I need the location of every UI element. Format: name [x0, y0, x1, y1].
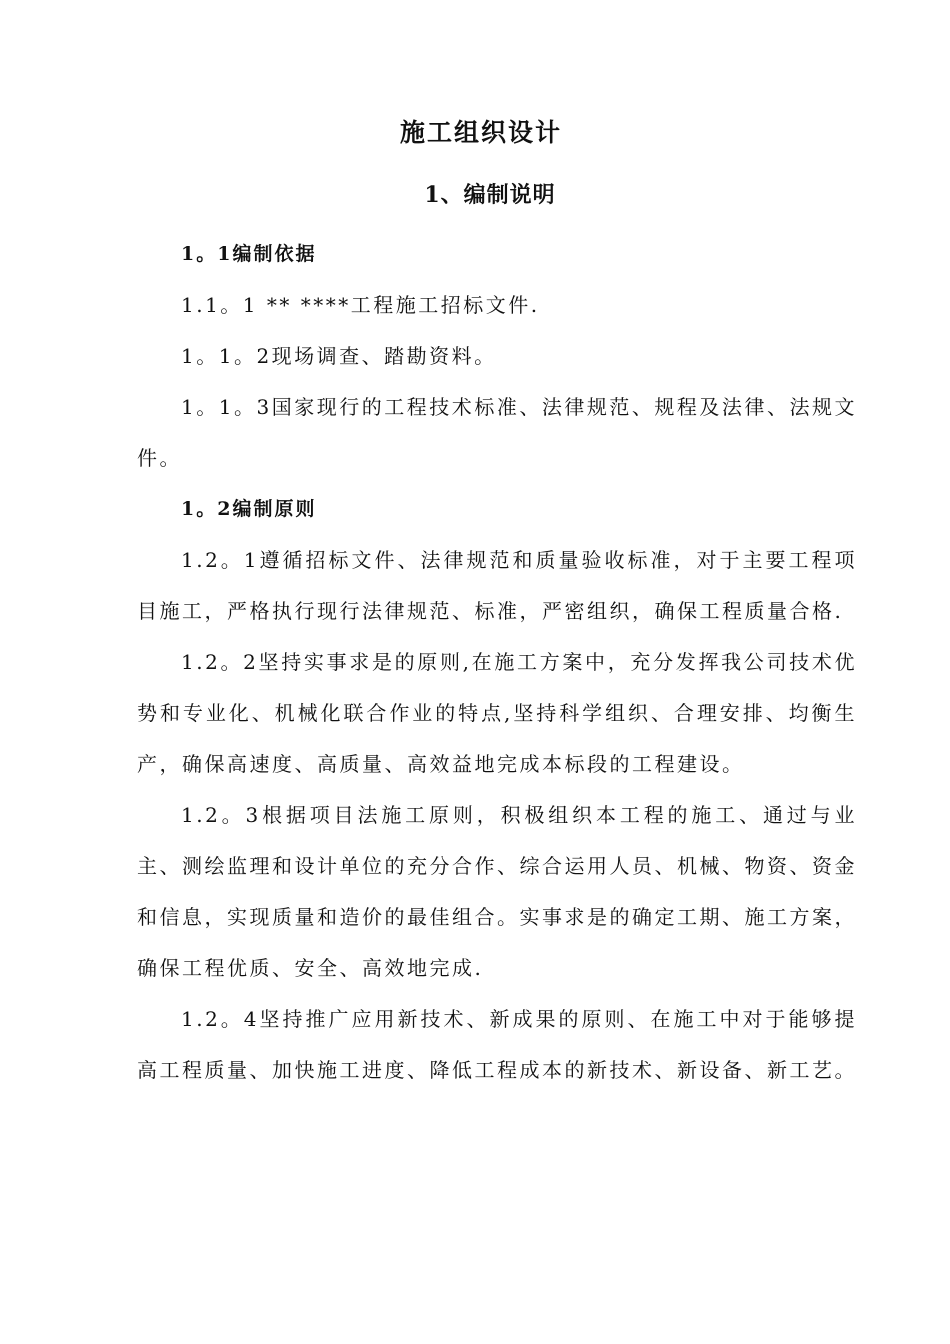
- paragraph-1-2-4: 1.2。4坚持推广应用新技术、新成果的原则、在施工中对于能够提高工程质量、加快施工进度、降低工程成本的新技术、新设备、新工艺。: [137, 1007, 857, 1082]
- subsection-heading-principles: 1。2编制原则: [181, 498, 317, 520]
- paragraph-1-1-3: 1。1。3国家现行的工程技术标准、法律规范、规程及法律、法规文件。: [137, 395, 857, 470]
- paragraph-1-2-3: 1.2。3根据项目法施工原则，积极组织本工程的施工、通过与业主、测绘监理和设计单位的充分合作、综合运用人员、机械、物资、资金和信息，实现质量和造价的最佳组合。实事求是的确定工期、施工方案，确保工程优质、安全、高效地完成.: [137, 803, 857, 980]
- paragraph-1-2-2: 1.2。2坚持实事求是的原则,在施工方案中，充分发挥我公司技术优势和专业化、机械化联合作业的特点,坚持科学组织、合理安排、均衡生产，确保高速度、高质量、高效益地完成本标段的工程建设。: [137, 650, 857, 776]
- document-title: 施工组织设计: [399, 118, 562, 147]
- subsection-heading-basis: 1。1编制依据: [181, 243, 317, 265]
- section-heading: 1、编制说明: [424, 182, 556, 208]
- paragraph-1-1-1: 1.1。1 ** ****工程施工招标文件.: [181, 293, 540, 317]
- paragraph-1-2-1: 1.2。1遵循招标文件、法律规范和质量验收标准，对于主要工程项目施工，严格执行现行法律规范、标准，严密组织，确保工程质量合格.: [137, 548, 857, 623]
- document-body: [137, 229, 857, 1096]
- paragraph-1-1-2: 1。1。2现场调查、踏勘资料。: [181, 344, 497, 368]
